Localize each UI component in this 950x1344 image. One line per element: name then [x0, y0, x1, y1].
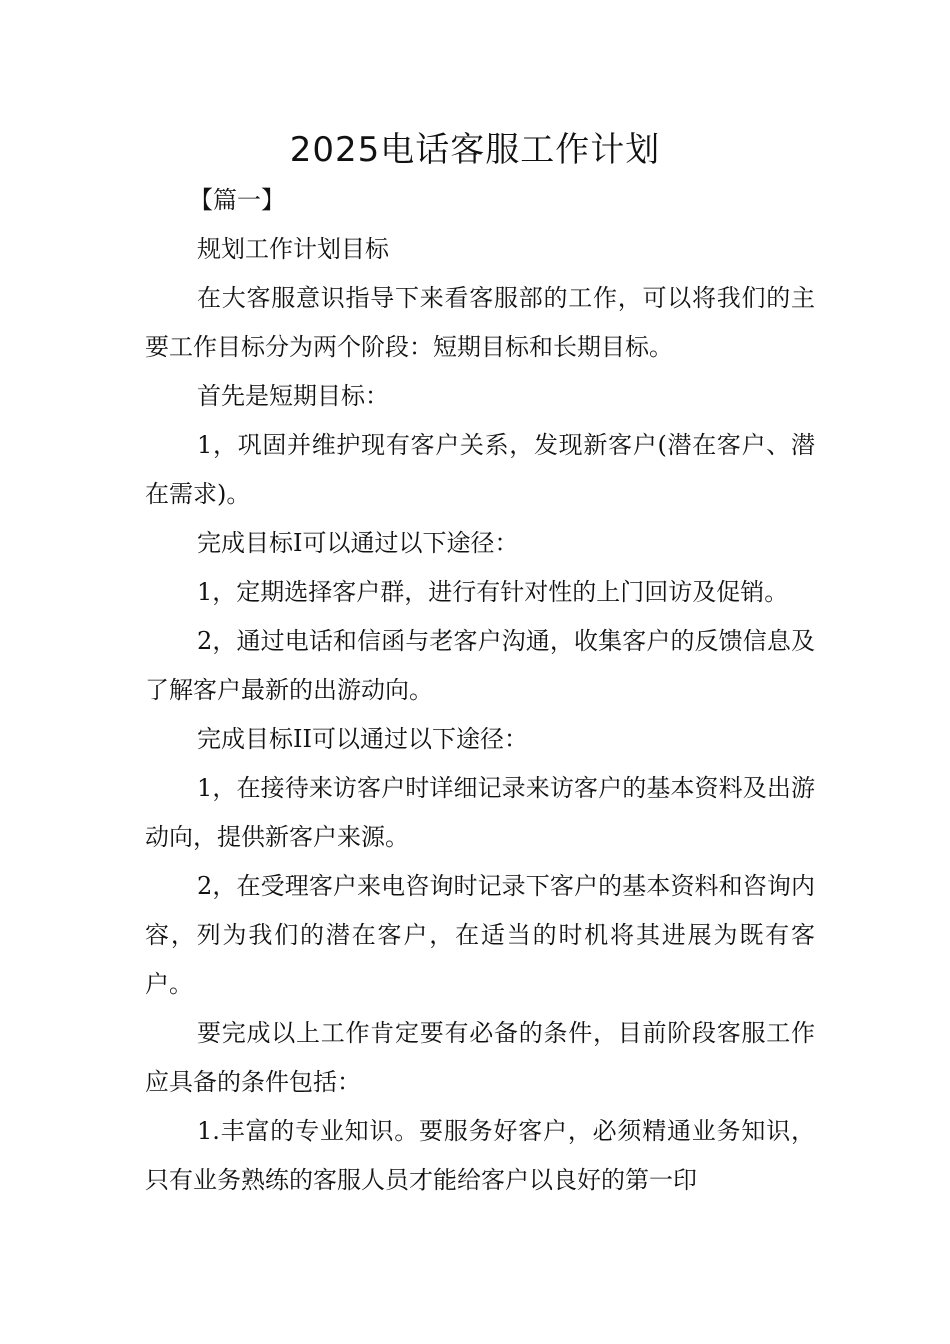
paragraph: 1，巩固并维护现有客户关系，发现新客户(潜在客户、潜在需求)。 [145, 431, 815, 508]
paragraph: 在大客服意识指导下来看客服部的工作，可以将我们的主要工作目标分为两个阶段：短期目标和长期目标。 [145, 284, 815, 361]
paragraph: 要完成以上工作肯定要有必备的条件，目前阶段客服工作应具备的条件包括： [145, 1019, 815, 1096]
paragraph: 完成目标I可以通过以下途径： [197, 529, 519, 557]
paragraph: 1.丰富的专业知识。要服务好客户，必须精通业务知识，只有业务熟练的客服人员才能给客户以良好的第一印 [145, 1117, 815, 1194]
paragraph: 1，在接待来访客户时详细记录来访客户的基本资料及出游动向，提供新客户来源。 [145, 774, 815, 851]
document-title: 2025电话客服工作计划 [289, 130, 661, 170]
paragraph: 2，在受理客户来电咨询时记录下客户的基本资料和咨询内容，列为我们的潜在客户，在适当的时机将其进展为既有客户。 [145, 872, 815, 998]
document-body [145, 176, 815, 1205]
paragraph: 首先是短期目标： [197, 382, 389, 410]
paragraph: 1，定期选择客户群，进行有针对性的上门回访及促销。 [197, 578, 789, 606]
paragraph: 2，通过电话和信函与老客户沟通，收集客户的反馈信息及了解客户最新的出游动向。 [145, 627, 815, 704]
paragraph: 规划工作计划目标 [197, 235, 389, 263]
section-label: 【篇一】 [189, 186, 285, 214]
paragraph: 完成目标II可以通过以下途径： [197, 725, 528, 753]
